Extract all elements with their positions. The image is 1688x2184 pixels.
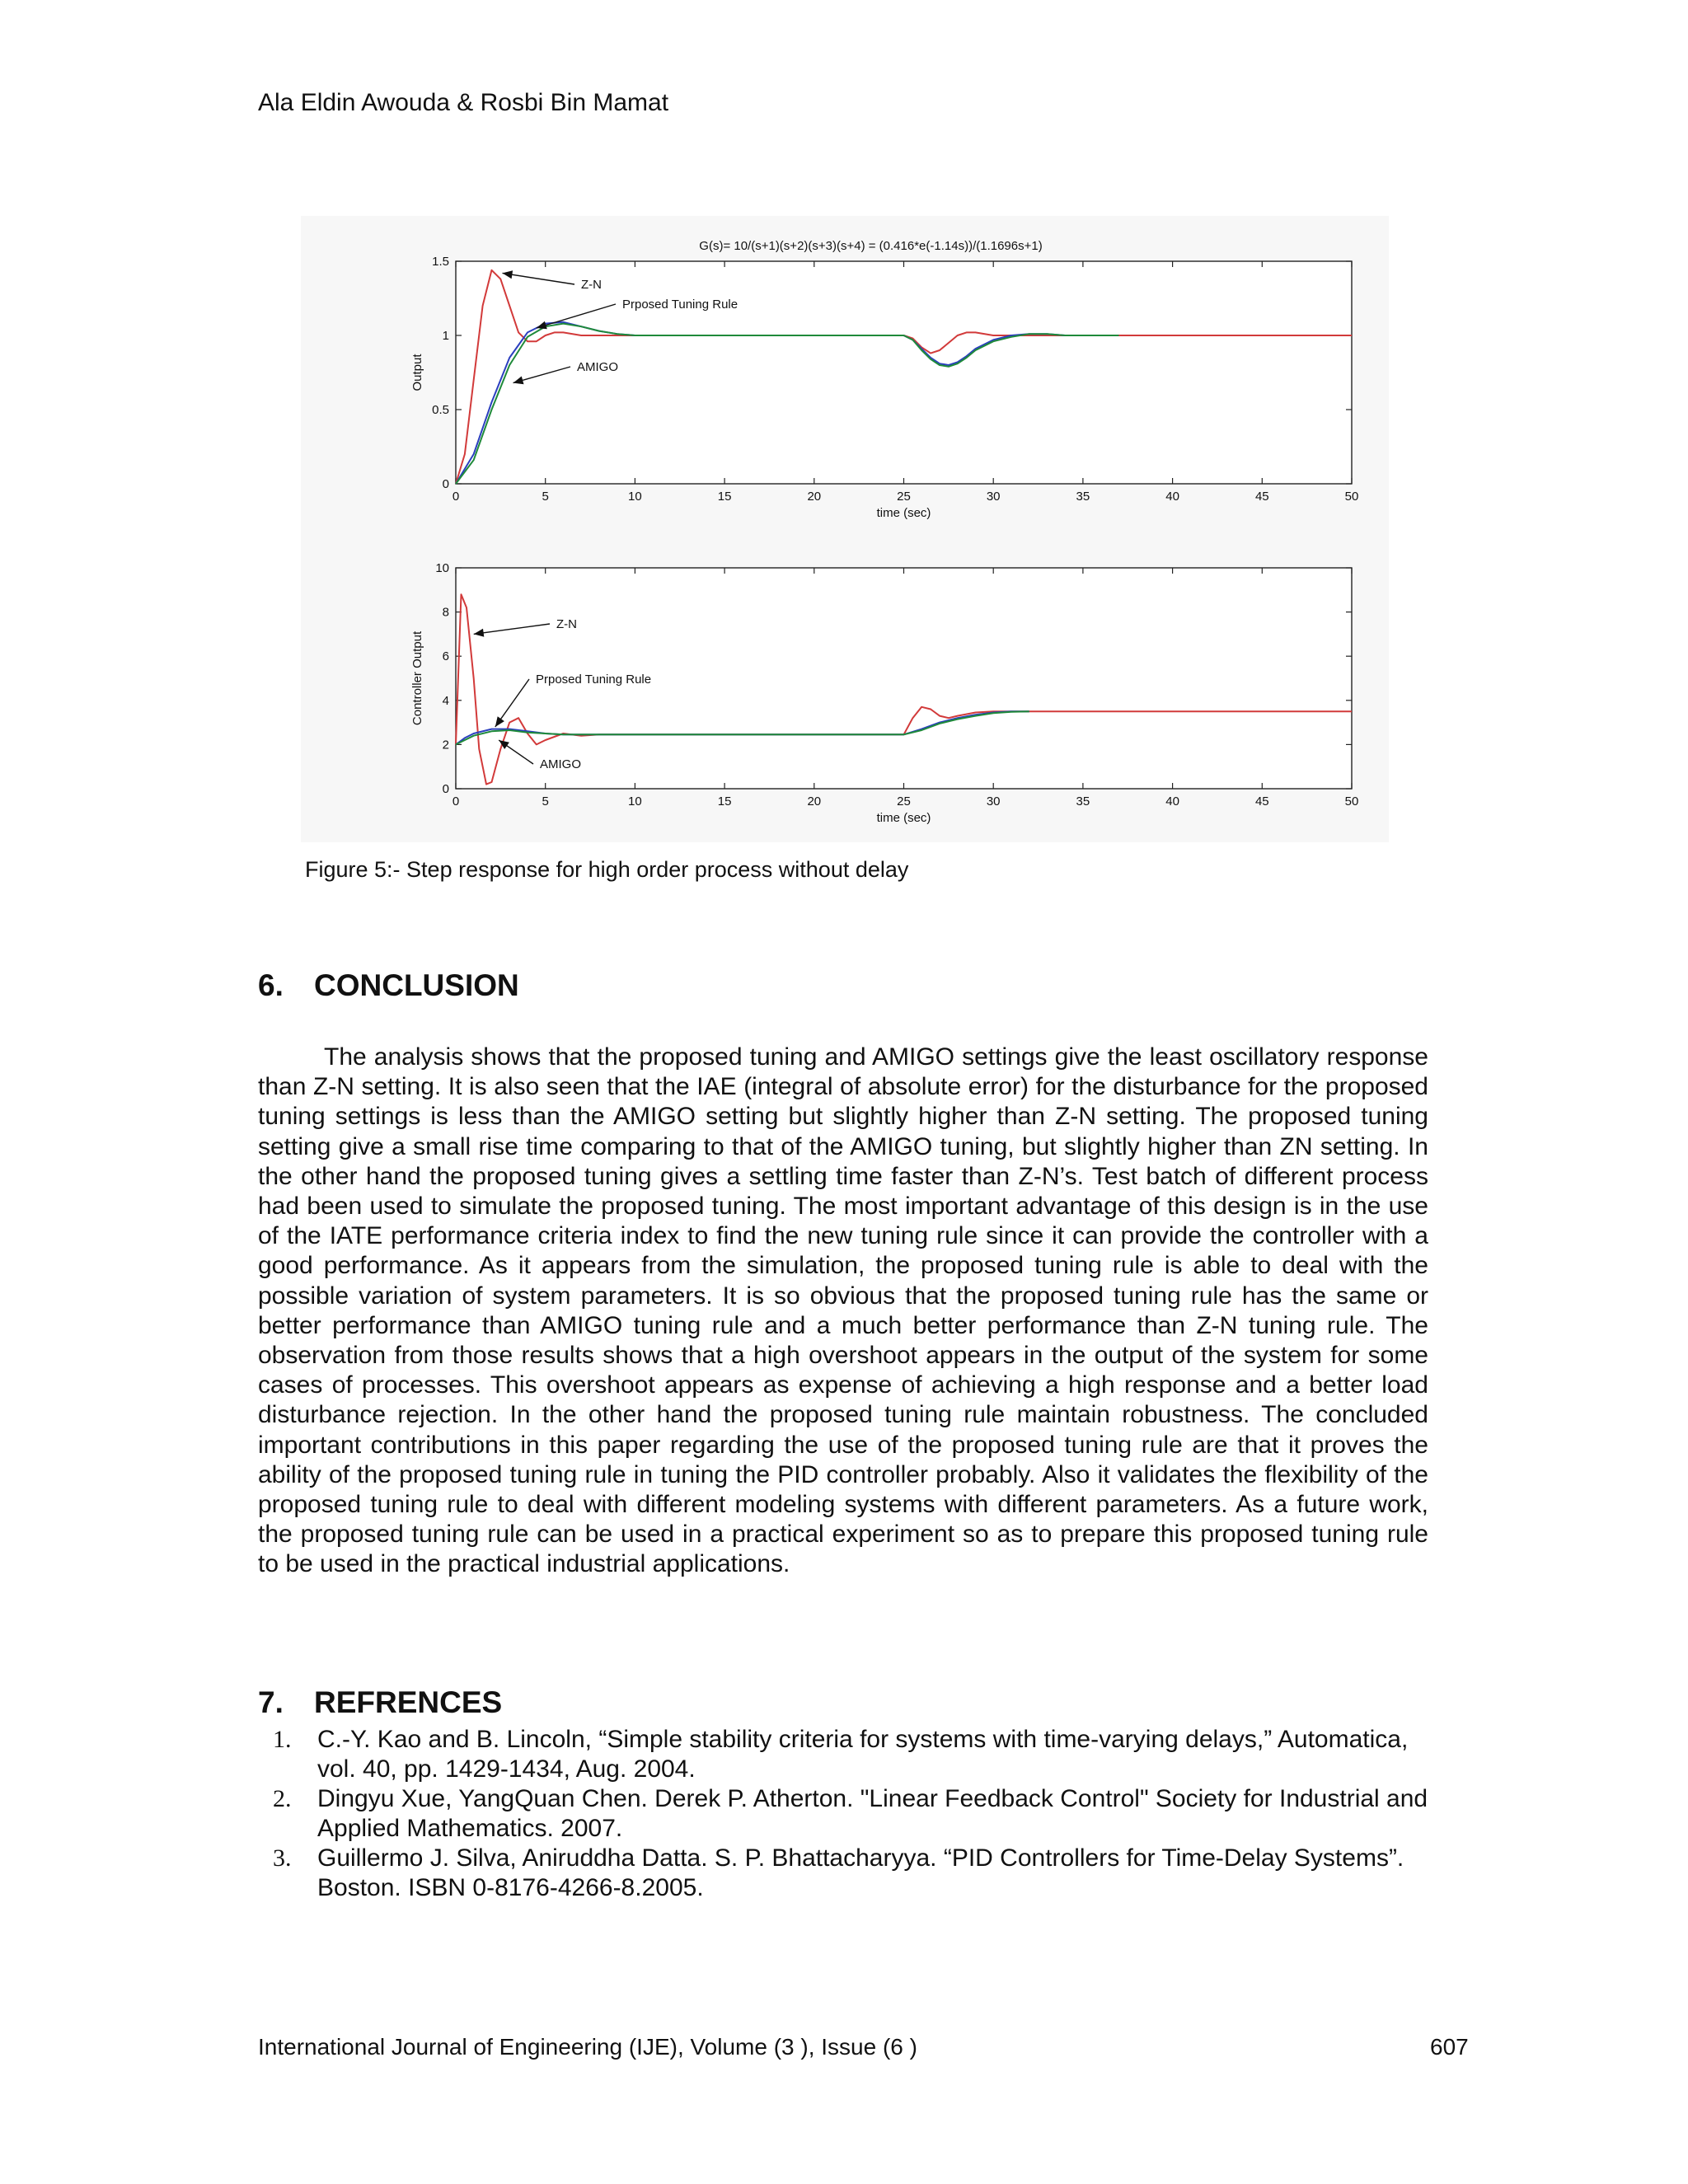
annotation-label: Prposed Tuning Rule: [536, 673, 652, 687]
reference-item: [258, 1844, 1428, 1903]
x-tick-label: 35: [1076, 490, 1090, 504]
x-tick-label: 15: [717, 490, 732, 504]
x-tick-label: 10: [628, 490, 642, 504]
conclusion-paragraph: The analysis shows that the proposed tuning and AMIGO settings give the least oscillatory response than Z-N setting. It is also seen that the IAE (integral of absolute error) for the disturbance for the proposed tuning settings is less than the AMIGO setting but slightly higher than Z-N setting. The proposed tuning setting give a small rise time comparing to that of the AMIGO tuning, but slightly higher than ZN setting. In the other hand the proposed tuning gives a settling time faster than Z-N’s. Test batch of different process had been used to simulate the proposed tuning. The most important advantage of this design is in the use of the IATE performance criteria index to find the new tuning rule since it can provide the controller with a good performance. As it appears from the simulation, the proposed tuning rule is able to deal with the possible variation of system parameters. It is so obvious that the proposed tuning rule has the same or better performance than AMIGO tuning rule and a much better performance than Z-N tuning rule. The observation from those results shows that a high overshoot appears in the output of the system for some cases of processes. This overshoot appears as expense of achieving a high response and a better load disturbance rejection. In the other hand the proposed tuning rule maintain robustness. The concluded important contributions in this paper regarding the use of the proposed tuning rule are that it proves the ability of the proposed tuning rule in tuning the PID controller probably. Also it validates the flexibility of the proposed tuning rule to deal with different modeling systems with different parameters. As a future work, the proposed tuning rule can be used in a practical experiment so as to prepare this proposed tuning rule to be used in the practical industrial applications.: [258, 1043, 1428, 1578]
x-tick-label: 25: [897, 490, 911, 504]
chart-title: G(s)= 10/(s+1)(s+2)(s+3)(s+4) = (0.416*e(-1.14s))/(1.1696s+1): [699, 239, 1043, 253]
y-tick-label: 0: [442, 782, 449, 796]
x-tick-label: 25: [897, 794, 911, 808]
x-tick-label: 45: [1254, 794, 1269, 808]
reference-number: 3.: [273, 1844, 292, 1872]
reference-text: C.-Y. Kao and B. Lincoln, “Simple stability criteria for systems with time-varying delays,” Automatica, vol. 40, pp. 1429-1434, Aug. 2004.: [317, 1726, 1409, 1783]
y-axis-label: Controller Output: [410, 630, 424, 726]
x-tick-label: 10: [628, 794, 642, 808]
x-tick-label: 35: [1076, 794, 1090, 808]
chart-controller-output: [410, 561, 1358, 825]
reference-number: 1.: [273, 1726, 292, 1753]
x-tick-label: 20: [807, 794, 822, 808]
section-number: 6.: [258, 968, 284, 1002]
annotation-label: AMIGO: [577, 360, 619, 374]
y-tick-label: 4: [442, 693, 449, 708]
y-tick-label: 10: [435, 561, 449, 575]
x-tick-label: 5: [542, 490, 549, 504]
footer-journal: International Journal of Engineering (IJE), Volume (3 ), Issue (6 ): [258, 2034, 917, 2060]
reference-item: [258, 1784, 1428, 1844]
running-header: Ala Eldin Awouda & Rosbi Bin Mamat: [258, 89, 669, 116]
y-axis-label: Output: [410, 354, 424, 391]
reference-number: 2.: [273, 1785, 292, 1812]
section-title: CONCLUSION: [314, 968, 519, 1002]
chart-output: [410, 239, 1358, 520]
section-number: 7.: [258, 1685, 284, 1719]
x-tick-label: 50: [1344, 794, 1359, 808]
x-axis-label: time (sec): [876, 811, 931, 825]
y-tick-label: 1.5: [432, 255, 449, 269]
reference-text: Guillermo J. Silva, Aniruddha Datta. S. P. Bhattacharyya. “PID Controllers for Time-Delay Systems”. Boston. ISBN 0-8176-4266-8.2005.: [317, 1844, 1404, 1901]
section-heading-references: [258, 1685, 502, 1720]
y-tick-label: 0: [442, 477, 449, 491]
reference-item: [258, 1725, 1428, 1784]
x-tick-label: 15: [717, 794, 732, 808]
x-tick-label: 30: [986, 794, 1001, 808]
reference-list: [258, 1725, 1428, 1903]
reference-text: Dingyu Xue, YangQuan Chen. Derek P. Atherton. "Linear Feedback Control" Society for Industrial and Applied Mathematics. 2007.: [317, 1785, 1428, 1842]
section-heading-conclusion: [258, 968, 519, 1003]
x-tick-label: 40: [1165, 490, 1179, 504]
x-tick-label: 0: [452, 794, 460, 808]
x-tick-label: 20: [807, 490, 822, 504]
y-tick-label: 1: [442, 329, 449, 343]
y-tick-label: 6: [442, 649, 449, 664]
section-title: REFRENCES: [314, 1685, 503, 1719]
x-tick-label: 5: [542, 794, 549, 808]
annotation-label: Prposed Tuning Rule: [622, 298, 738, 312]
x-tick-label: 0: [452, 490, 460, 504]
x-axis-label: time (sec): [876, 506, 931, 520]
annotation-label: AMIGO: [540, 757, 582, 771]
x-tick-label: 30: [986, 490, 1001, 504]
x-tick-label: 50: [1344, 490, 1359, 504]
y-tick-label: 2: [442, 738, 449, 752]
figure-caption: Figure 5:- Step response for high order process without delay: [305, 857, 909, 882]
x-tick-label: 40: [1165, 794, 1179, 808]
figure-5: [301, 216, 1389, 842]
annotation-label: Z-N: [581, 278, 602, 292]
x-tick-label: 45: [1254, 490, 1269, 504]
footer-page-number: 607: [1430, 2034, 1469, 2060]
annotation-label: Z-N: [556, 617, 577, 631]
y-tick-label: 8: [442, 605, 449, 620]
y-tick-label: 0.5: [432, 403, 449, 417]
